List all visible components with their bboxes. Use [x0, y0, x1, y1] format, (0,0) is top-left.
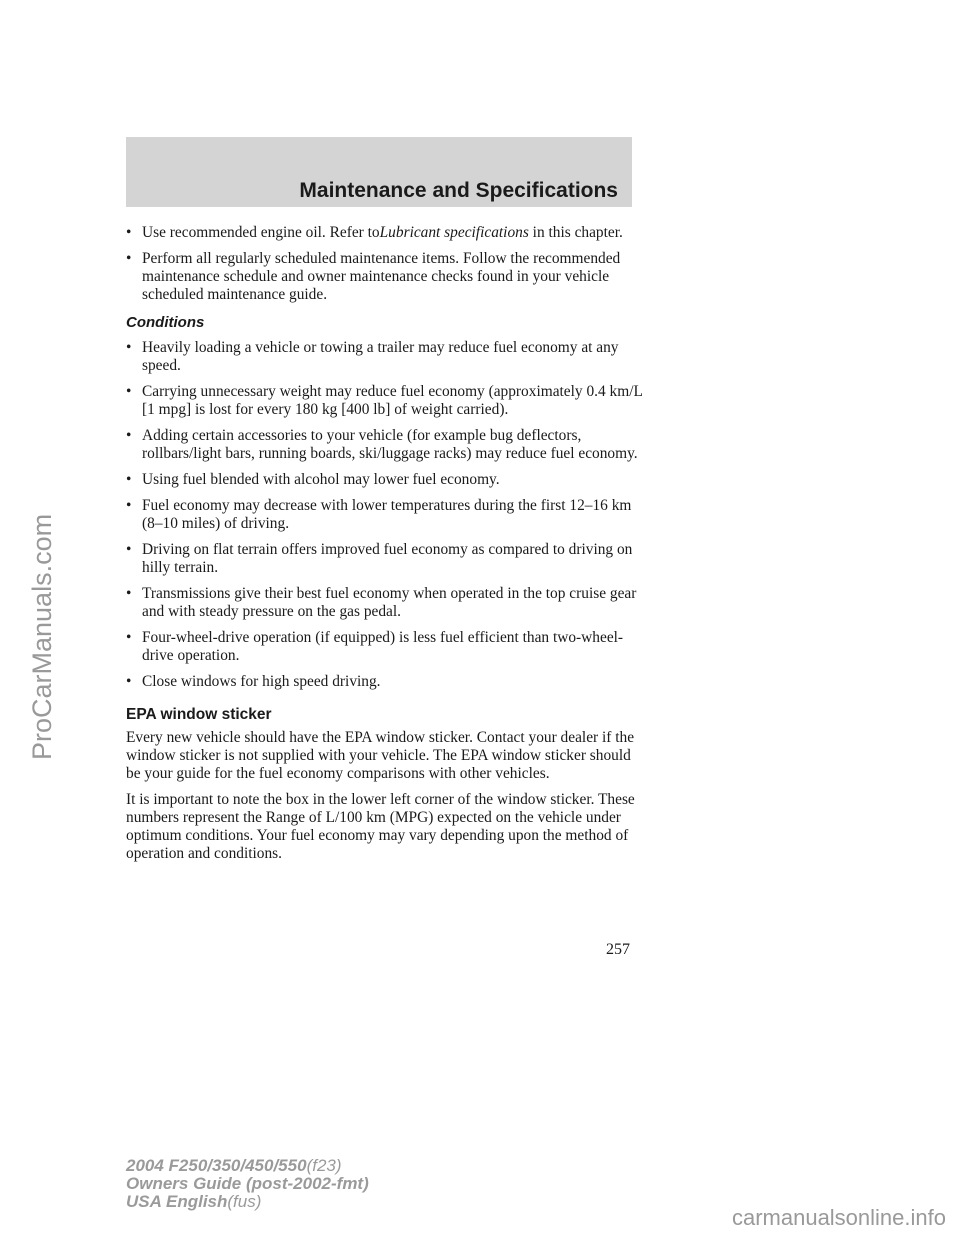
bullet-text: Adding certain accessories to your vehicle (for example bug deflectors, rollbars/light bars, running boards, ski/luggage racks) may reduce fuel economy.: [142, 427, 638, 462]
conditions-bullet: [126, 383, 646, 419]
footer-language-code: (fus): [227, 1192, 262, 1211]
section-title: Maintenance and Specifications: [299, 179, 618, 202]
conditions-bullet: [126, 629, 646, 665]
side-watermark: ProCarManuals.com: [27, 513, 57, 760]
bullet-text: Use recommended engine oil. Refer to: [142, 224, 380, 241]
bullet-glyph: •: [126, 339, 132, 356]
conditions-bullet: [126, 585, 646, 621]
bullet-glyph: •: [126, 427, 132, 444]
page-number: 257: [606, 941, 630, 958]
bullet-text: Using fuel blended with alcohol may lower fuel economy.: [142, 471, 500, 488]
footer-line: [126, 1175, 369, 1193]
footer-line: [126, 1193, 369, 1211]
conditions-bullet: [126, 427, 646, 463]
conditions-bullet: [126, 673, 646, 691]
conditions-bullet: [126, 497, 646, 533]
page-content: [126, 224, 646, 871]
document-footer: [126, 1157, 369, 1211]
intro-bullet: [126, 224, 646, 242]
bullet-glyph: •: [126, 471, 132, 488]
section-header-band: [126, 137, 632, 207]
bullet-glyph: •: [126, 541, 132, 558]
intro-bullet: [126, 250, 646, 304]
bullet-glyph: •: [126, 629, 132, 646]
epa-heading: EPA window sticker: [126, 706, 272, 723]
footer-model-code: (f23): [306, 1156, 342, 1175]
bullet-text: Close windows for high speed driving.: [142, 673, 381, 690]
bullet-glyph: •: [126, 673, 132, 690]
footer-guide: Owners Guide (post-2002-fmt): [126, 1174, 369, 1193]
epa-paragraph: It is important to note the box in the lower left corner of the window sticker. These numbers represent the Range of L/100 km (MPG) expected on the vehicle under optimum conditions. Your fuel economy may vary depending upon the method of operation and conditions.: [126, 791, 635, 862]
conditions-bullet: [126, 541, 646, 577]
conditions-bullet: [126, 339, 646, 375]
bullet-text: in this chapter.: [528, 224, 623, 241]
bullet-text: Transmissions give their best fuel economy when operated in the top cruise gear and with steady pressure on the gas pedal.: [142, 585, 637, 620]
bullet-text: Heavily loading a vehicle or towing a trailer may reduce fuel economy at any speed.: [142, 339, 619, 374]
bullet-text: Driving on flat terrain offers improved fuel economy as compared to driving on hilly terrain.: [142, 541, 633, 576]
bullet-text: Perform all regularly scheduled maintenance items. Follow the recommended maintenance schedule and owner maintenance checks found in your vehicle scheduled maintenance guide.: [142, 250, 621, 303]
bullet-text: Fuel economy may decrease with lower temperatures during the first 12–16 km (8–10 miles) of driving.: [142, 497, 632, 532]
bullet-glyph: •: [126, 224, 132, 241]
footer-language: USA English: [126, 1192, 228, 1211]
cross-reference: Lubricant specifications: [379, 224, 529, 241]
bullet-glyph: •: [126, 585, 132, 602]
footer-line: [126, 1157, 369, 1175]
site-footer-link[interactable]: carmanualsonline.info: [731, 1205, 946, 1230]
conditions-heading: Conditions: [126, 314, 205, 331]
footer-model: 2004 F250/350/450/550: [126, 1156, 307, 1175]
bullet-glyph: •: [126, 250, 132, 267]
bullet-glyph: •: [126, 383, 132, 400]
epa-paragraph: Every new vehicle should have the EPA window sticker. Contact your dealer if the window sticker is not supplied with your vehicle. The EPA window sticker should be your guide for the fuel economy comparisons with other vehicles.: [126, 729, 635, 782]
bullet-text: Carrying unnecessary weight may reduce fuel economy (approximately 0.4 km/L [1 mpg] is lost for every 180 kg [400 lb] of weight carried).: [142, 383, 643, 418]
bullet-text: Four-wheel-drive operation (if equipped) is less fuel efficient than two-wheel-drive operation.: [142, 629, 624, 664]
conditions-bullet: [126, 471, 646, 489]
bullet-glyph: •: [126, 497, 132, 514]
